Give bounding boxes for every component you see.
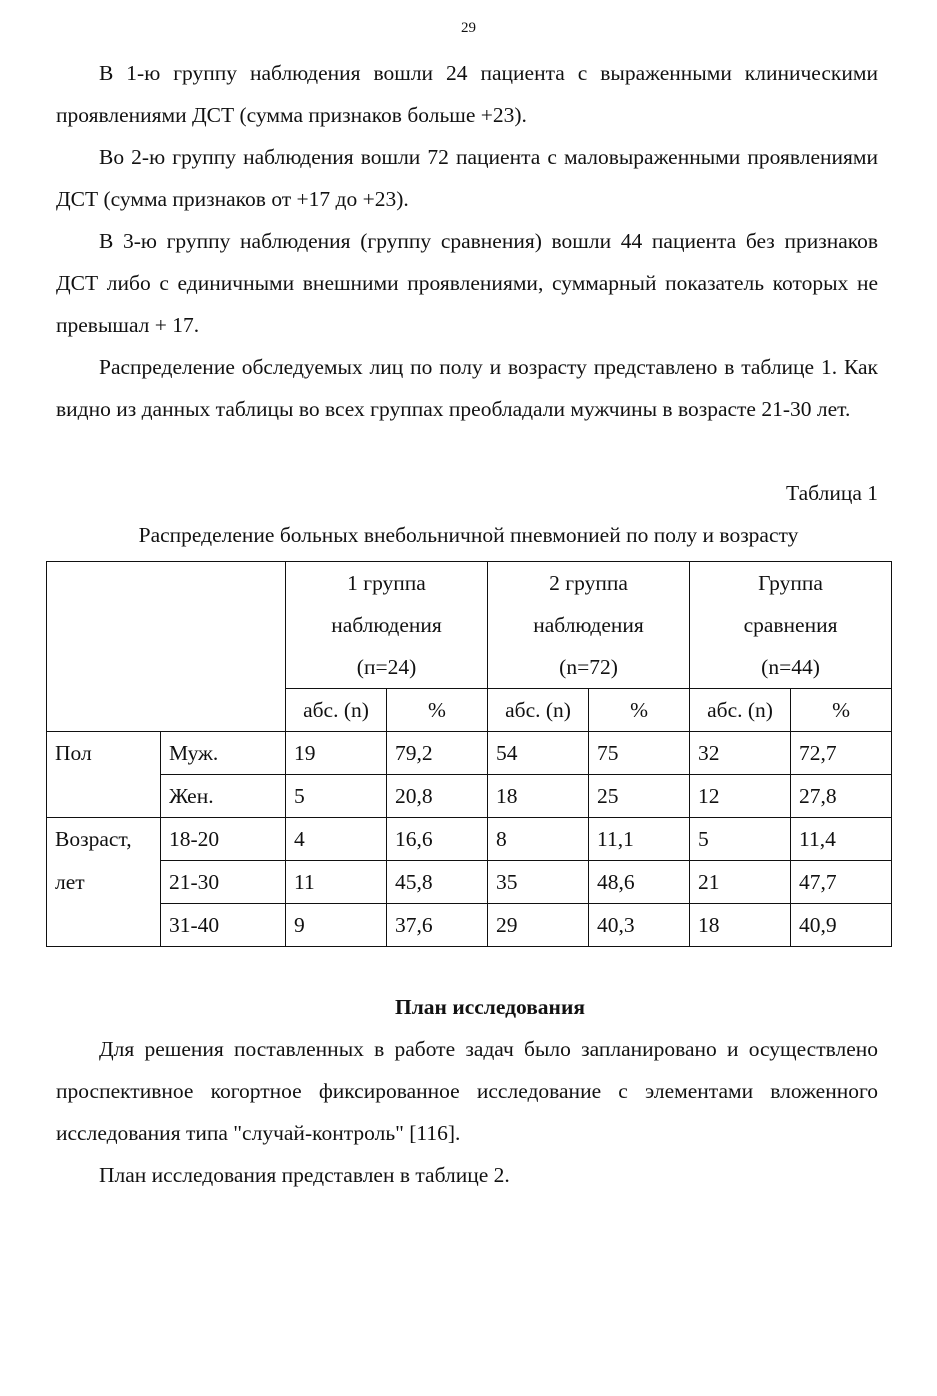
- table-label: Таблица 1: [786, 481, 878, 505]
- group-3-count: (n=44): [761, 655, 820, 679]
- subheader-pct: %: [387, 689, 488, 732]
- row-label: 21-30: [161, 861, 286, 904]
- cell: 16,6: [387, 818, 488, 861]
- subheader-pct: %: [791, 689, 892, 732]
- group-2-subtitle: наблюдения: [533, 613, 644, 637]
- cell: 5: [690, 818, 791, 861]
- cell: 54: [488, 732, 589, 775]
- cell: 37,6: [387, 904, 488, 947]
- paragraph-plan-reference: План исследования представлен в таблице 2.: [99, 1163, 510, 1187]
- cell: 40,9: [791, 904, 892, 947]
- cell: 12: [690, 775, 791, 818]
- cell: 40,3: [589, 904, 690, 947]
- row-label: Муж.: [161, 732, 286, 775]
- cell: 45,8: [387, 861, 488, 904]
- table-row: [47, 904, 892, 947]
- group-2-title: 2 группа: [549, 571, 628, 595]
- subheader-pct: %: [589, 689, 690, 732]
- cell: 35: [488, 861, 589, 904]
- group-1-title: 1 группа: [347, 571, 426, 595]
- table-row: [47, 732, 892, 775]
- cell: 11: [286, 861, 387, 904]
- section-sex-label: Пол: [47, 732, 161, 818]
- group-3-title: Группа: [758, 571, 823, 595]
- table-row: [47, 861, 892, 904]
- paragraph-group-2: Во 2-ю группу наблюдения вошли 72 пациента с маловыраженными проявлениями ДСТ (сумма признаков от +17 до +23).: [56, 145, 878, 211]
- cell: 48,6: [589, 861, 690, 904]
- table-corner-cell: [47, 562, 286, 732]
- cell: 25: [589, 775, 690, 818]
- cell: 4: [286, 818, 387, 861]
- cell: 47,7: [791, 861, 892, 904]
- section-age-label: Возраст,: [47, 818, 161, 861]
- group-2-header: [488, 562, 690, 689]
- cell: 18: [488, 775, 589, 818]
- cell: 19: [286, 732, 387, 775]
- group-1-header: [286, 562, 488, 689]
- row-label: 18-20: [161, 818, 286, 861]
- cell: 11,1: [589, 818, 690, 861]
- cell: 75: [589, 732, 690, 775]
- group-3-header: [690, 562, 892, 689]
- group-3-subtitle: сравнения: [743, 613, 838, 637]
- subheader-abs: абс. (n): [286, 689, 387, 732]
- cell: 8: [488, 818, 589, 861]
- row-label: Жен.: [161, 775, 286, 818]
- cell: 9: [286, 904, 387, 947]
- section-title: План исследования: [395, 995, 585, 1019]
- subheader-abs: абс. (n): [488, 689, 589, 732]
- paragraph-group-1: В 1-ю группу наблюдения вошли 24 пациента с выраженными клиническими проявлениями ДСТ (сумма признаков больше +23).: [56, 61, 878, 127]
- cell: 20,8: [387, 775, 488, 818]
- cell: 29: [488, 904, 589, 947]
- cell: 32: [690, 732, 791, 775]
- row-label: 31-40: [161, 904, 286, 947]
- paragraph-group-3: В 3-ю группу наблюдения (группу сравнения) вошли 44 пациента без признаков ДСТ либо с единичными внешними проявлениями, суммарный показатель которых не превышал + 17.: [56, 229, 878, 337]
- table-row: [47, 775, 892, 818]
- cell: 11,4: [791, 818, 892, 861]
- group-1-subtitle: наблюдения: [331, 613, 442, 637]
- cell: 21: [690, 861, 791, 904]
- section-age-unit: лет: [47, 861, 161, 904]
- group-1-count: (п=24): [356, 655, 417, 679]
- table-row: [47, 818, 892, 861]
- section-age-spacer: [47, 904, 161, 947]
- distribution-table: [46, 561, 892, 947]
- cell: 18: [690, 904, 791, 947]
- page-number: 29: [461, 20, 476, 36]
- cell: 79,2: [387, 732, 488, 775]
- paragraph-study-design: Для решения поставленных в работе задач было запланировано и осуществлено проспективное когортное фиксированное исследование с элементами вложенного исследования типа "случай-контроль" [116].: [56, 1037, 878, 1145]
- cell: 5: [286, 775, 387, 818]
- paragraph-distribution: Распределение обследуемых лиц по полу и возрасту представлено в таблице 1. Как видно из данных таблицы во всех группах преобладали мужчины в возрасте 21-30 лет.: [56, 355, 878, 421]
- cell: 27,8: [791, 775, 892, 818]
- cell: 72,7: [791, 732, 892, 775]
- subheader-abs: абс. (n): [690, 689, 791, 732]
- table-caption: Распределение больных внебольничной пневмонией по полу и возрасту: [138, 523, 799, 547]
- group-2-count: (n=72): [559, 655, 618, 679]
